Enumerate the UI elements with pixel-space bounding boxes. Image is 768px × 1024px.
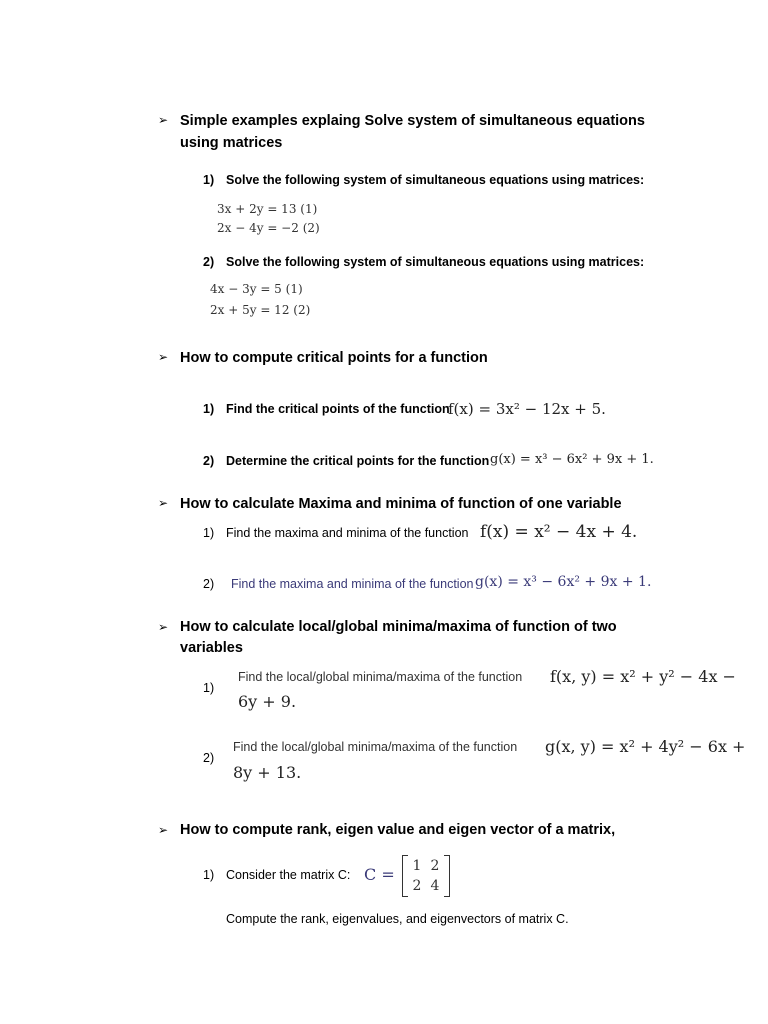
matrix-cell: 2 — [412, 878, 422, 894]
math-expression: f(x, y) = x² + y² − 4x − — [550, 667, 736, 686]
math-expression: f(x) = 3x² − 12x + 5. — [448, 400, 606, 418]
section-heading: Simple examples explaing Solve system of simultaneous equations — [180, 113, 645, 129]
item-text: Find the maxima and minima of the function — [226, 526, 469, 540]
bullet-arrow-icon: ➢ — [158, 620, 169, 634]
item-number: 2) — [203, 454, 215, 468]
matrix-cell: 1 — [412, 858, 422, 874]
right-bracket-icon — [444, 855, 450, 897]
item-text: Determine the critical points for the function — [226, 454, 490, 468]
section-heading-cont: variables — [180, 640, 243, 656]
bullet-arrow-icon: ➢ — [158, 496, 169, 510]
item-number: 1) — [203, 681, 215, 695]
section-heading: How to compute critical points for a function — [180, 350, 488, 366]
item-number: 1) — [203, 868, 215, 882]
matrix-c — [402, 855, 450, 897]
matrix-cell: 4 — [430, 878, 440, 894]
equation: 3x + 2y = 13 (1) — [217, 202, 318, 216]
item-text: Find the maxima and minima of the function — [231, 577, 474, 591]
bullet-arrow-icon: ➢ — [158, 350, 169, 364]
math-expression: f(x) = x² − 4x + 4. — [480, 522, 638, 542]
section-heading: How to calculate local/global minima/maxima of function of two — [180, 619, 617, 635]
item-number: 2) — [203, 751, 215, 765]
item-number: 1) — [203, 402, 215, 416]
math-expression-cont: 6y + 9. — [238, 692, 297, 711]
matrix-label: C = — [364, 865, 395, 884]
section-heading: How to calculate Maxima and minima of function of one variable — [180, 496, 622, 512]
item-followup-text: Compute the rank, eigenvalues, and eigenvectors of matrix C. — [226, 912, 569, 926]
item-number: 1) — [203, 173, 215, 187]
item-text: Solve the following system of simultaneous equations using matrices: — [226, 173, 645, 187]
item-text: Find the local/global minima/maxima of the function — [238, 670, 523, 684]
item-text: Consider the matrix C: — [226, 868, 351, 882]
section-heading: How to compute rank, eigen value and eigen vector of a matrix, — [180, 822, 616, 838]
equation: 4x − 3y = 5 (1) — [210, 282, 303, 296]
equation: 2x + 5y = 12 (2) — [210, 303, 311, 317]
section-heading-cont: using matrices — [180, 135, 283, 151]
item-text: Solve the following system of simultaneous equations using matrices: — [226, 255, 645, 269]
math-expression: g(x) = x³ − 6x² + 9x + 1. — [475, 574, 652, 590]
equation: 2x − 4y = −2 (2) — [217, 221, 320, 235]
item-number: 1) — [203, 526, 215, 540]
math-expression: g(x) = x³ − 6x² + 9x + 1. — [490, 452, 654, 467]
bullet-arrow-icon: ➢ — [158, 113, 169, 127]
bullet-arrow-icon: ➢ — [158, 823, 169, 837]
item-text: Find the local/global minima/maxima of the function — [233, 740, 518, 754]
math-expression: g(x, y) = x² + 4y² − 6x + — [545, 737, 746, 756]
item-number: 2) — [203, 577, 215, 591]
matrix-cell: 2 — [430, 858, 440, 874]
item-number: 2) — [203, 255, 215, 269]
math-expression-cont: 8y + 13. — [233, 763, 302, 782]
item-text: Find the critical points of the function — [226, 402, 450, 416]
